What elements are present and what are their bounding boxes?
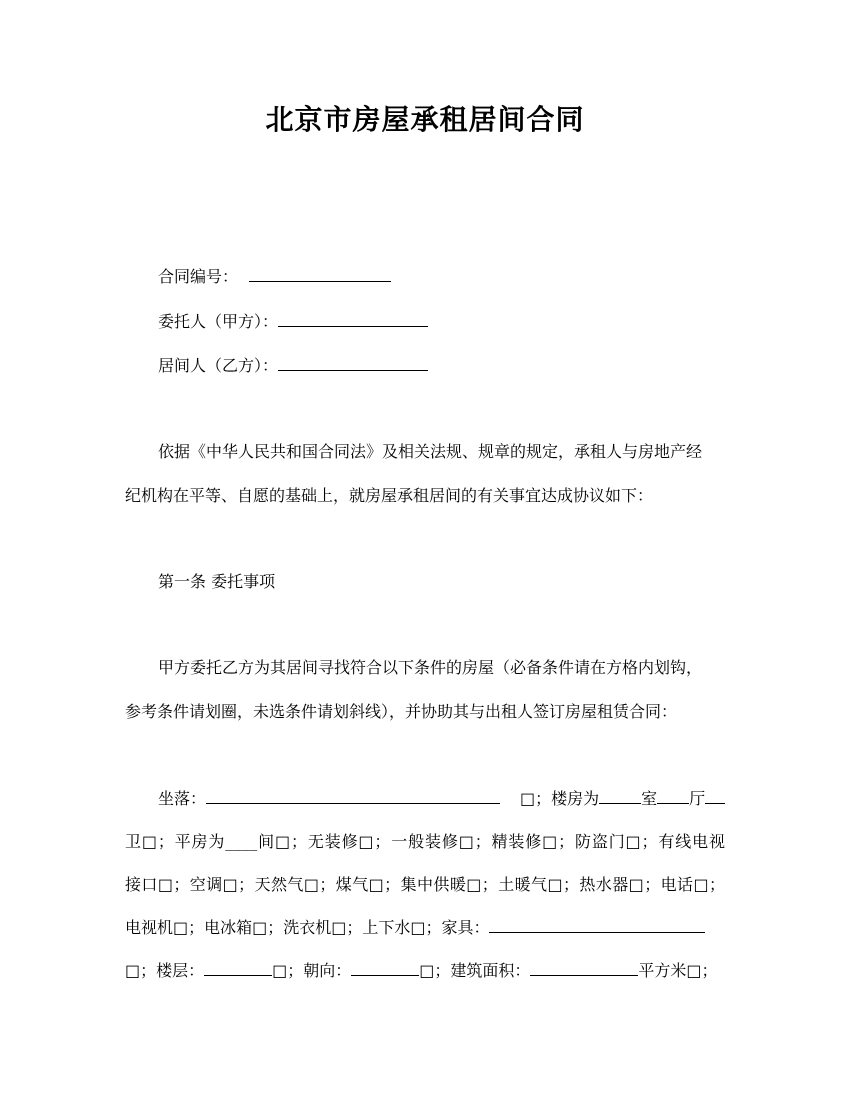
halls-blank (657, 787, 689, 804)
conditions-row-3: 接口□；空调□；天然气□；煤气□；集中供暖□；土暖气□；热水器□；电话□； (125, 875, 725, 894)
conditions-row-5 (125, 959, 725, 983)
contract-number-blank (249, 265, 391, 282)
room-unit: 室 (641, 789, 658, 808)
appliances-label: 电视机□；电冰箱□；洗衣机□；上下水□；家具： (125, 918, 490, 937)
broker-label: 居间人（乙方）： (158, 356, 279, 375)
floor-blank (204, 959, 272, 976)
furniture-blank (489, 916, 705, 933)
baths-blank (705, 787, 725, 804)
floor-label: □；楼层： (125, 961, 205, 980)
orientation-label: □；朝向： (272, 961, 352, 980)
broker-field (158, 354, 728, 378)
article-1-para-line-1: 甲方委托乙方为其居间寻找符合以下条件的房屋（必备条件请在方格内划钩， (158, 658, 703, 677)
rooms-blank (599, 787, 641, 804)
area-label: □；建筑面积： (419, 961, 531, 980)
orientation-blank (351, 959, 419, 976)
contract-number-label: 合同编号： (158, 267, 239, 286)
article-1-heading: 第一条 委托事项 (158, 572, 276, 591)
article-1-para-line-2: 参考条件请划圈，未选条件请划斜线），并协助其与出租人签订房屋租赁合同： (125, 702, 678, 721)
principal-label: 委托人（甲方）： (158, 312, 279, 331)
document-title: 北京市房屋承租居间合同 (265, 103, 585, 136)
area-blank (530, 959, 638, 976)
area-unit: 平方米□； (638, 961, 718, 980)
broker-blank (278, 354, 428, 371)
conditions-row-2: 卫□；平房为____间□；无装修□；一般装修□；精装修□；防盗门□；有线电视 (125, 832, 725, 851)
building-label: □；楼房为 (520, 789, 600, 808)
location-blank (206, 787, 500, 804)
intro-line-2: 纪机构在平等、自愿的基础上，就房屋承租居间的有关事宜达成协议如下： (125, 486, 654, 505)
principal-blank (278, 310, 428, 327)
location-label: 坐落： (158, 789, 207, 808)
contract-number-field (158, 265, 728, 289)
conditions-row-1 (158, 787, 728, 811)
hall-unit: 厅 (689, 789, 706, 808)
conditions-row-4 (125, 916, 725, 940)
intro-line-1: 依据《中华人民共和国合同法》及相关法规、规章的规定，承租人与房地产经 (158, 442, 703, 461)
principal-field (158, 310, 728, 334)
